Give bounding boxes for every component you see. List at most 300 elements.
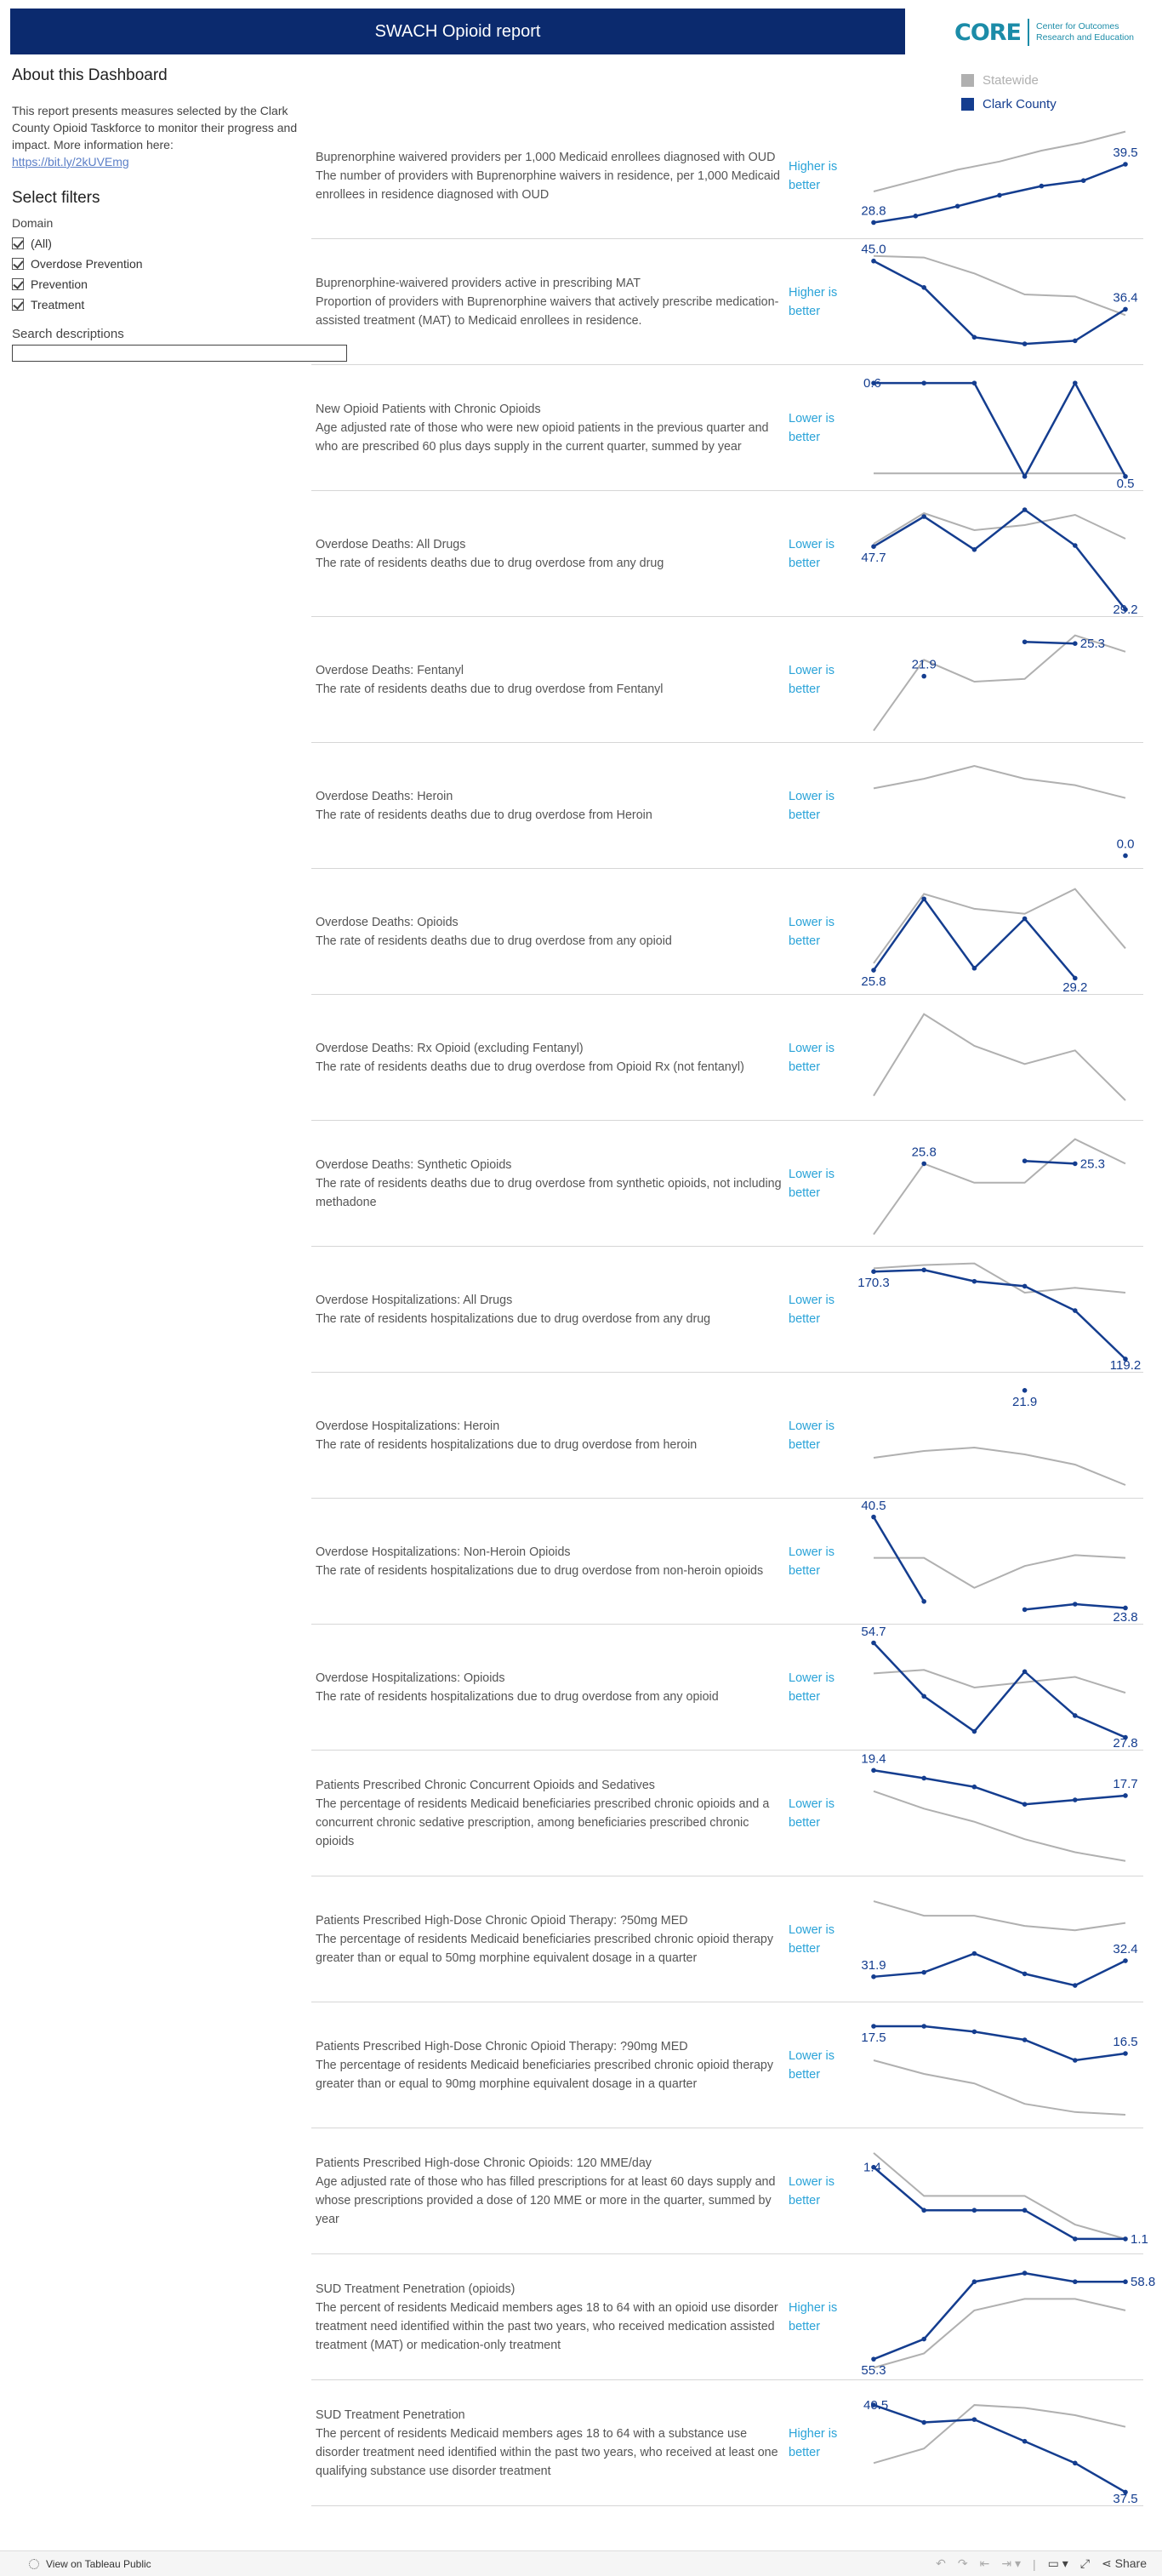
clark-county-point[interactable]	[1123, 2051, 1128, 2056]
clark-county-point[interactable]	[1022, 2208, 1028, 2213]
clark-county-point[interactable]	[1022, 2270, 1028, 2276]
measure-title: Patients Prescribed High-Dose Chronic Opioid Therapy: ?50mg MED	[316, 1913, 688, 1928]
measure-row	[311, 1121, 1143, 1247]
clark-county-point[interactable]	[871, 1974, 876, 1979]
data-label: 21.9	[1011, 1394, 1038, 1409]
data-label: 1.1	[1131, 2231, 1148, 2247]
trend-chart[interactable]	[857, 1247, 1143, 1373]
measure-row	[311, 2380, 1143, 2506]
measure-direction	[789, 1751, 857, 1876]
clark-county-point[interactable]	[1022, 639, 1028, 644]
measure-text	[316, 491, 783, 616]
search-label: Search descriptions	[12, 327, 124, 341]
clark-county-line	[874, 510, 1125, 609]
measure-text	[316, 2128, 783, 2253]
measure-description: The rate of residents hospitalizations due to drug overdose from heroin	[316, 1437, 698, 1452]
measure-direction	[789, 365, 857, 490]
clark-county-point[interactable]	[1040, 184, 1045, 189]
data-label: 23.8	[1113, 1610, 1138, 1625]
core-logo	[954, 15, 1150, 49]
measure-description: Age adjusted rate of those who were new opioid patients in the previous quarter and who are prescribed 60 plus days supply in the current quarter, summed by year	[316, 420, 769, 454]
trend-chart-svg	[862, 869, 1143, 995]
measure-description: The number of providers with Buprenorphine waivers in residence, per 1,000 Medicaid enrollees in residence diagnosed with OUD	[316, 168, 780, 202]
clark-county-point[interactable]	[921, 896, 926, 901]
checkbox-icon[interactable]	[12, 237, 24, 249]
trend-chart[interactable]	[862, 743, 1143, 869]
measure-row	[311, 2128, 1148, 2254]
measure-direction	[789, 743, 857, 868]
measure-description: The percent of residents Medicaid members ages 18 to 64 with an opioid use disorder treatment need identified within the past two years, who received medication assisted treatment (MAT) or medication-only treatment	[316, 2300, 778, 2352]
clark-county-point[interactable]	[921, 2337, 926, 2342]
data-label: 25.3	[1079, 637, 1106, 652]
measure-title: Overdose Hospitalizations: Non-Heroin Opioids	[316, 1545, 571, 1559]
clark-county-point[interactable]	[1022, 341, 1028, 346]
trend-chart[interactable]	[862, 365, 1143, 491]
clark-county-point[interactable]	[997, 193, 1002, 198]
trend-chart[interactable]	[862, 1876, 1143, 2002]
measure-text	[316, 365, 783, 490]
trend-chart[interactable]	[862, 2380, 1143, 2506]
filters-title: Select filters	[12, 189, 100, 207]
clark-county-point[interactable]	[921, 2420, 926, 2425]
clark-county-point[interactable]	[1123, 2236, 1128, 2242]
measure-row	[311, 1247, 1143, 1373]
clark-county-point[interactable]	[1073, 1983, 1078, 1988]
clark-county-point[interactable]	[972, 1951, 977, 1956]
clark-county-point[interactable]	[871, 544, 876, 549]
clark-county-point[interactable]	[1022, 1388, 1028, 1393]
measure-direction	[789, 995, 857, 1120]
statewide-line	[874, 1555, 1125, 1587]
measure-title: Patients Prescribed High-dose Chronic Opioids: 120 MME/day	[316, 2156, 652, 2170]
measure-title: Overdose Hospitalizations: Heroin	[316, 1419, 500, 1433]
trend-chart[interactable]	[861, 2254, 1156, 2380]
trend-chart-svg	[862, 995, 1143, 1121]
header-bar	[10, 9, 905, 54]
clark-county-point[interactable]	[921, 2024, 926, 2029]
clark-county-point[interactable]	[921, 1599, 926, 1604]
statewide-line	[874, 2405, 1125, 2463]
measure-direction	[789, 2128, 857, 2253]
logo-subtitle	[1036, 21, 1134, 43]
statewide-line	[874, 2060, 1125, 2115]
clark-county-point[interactable]	[1073, 1797, 1078, 1802]
trend-chart-svg	[862, 1499, 1143, 1625]
domain-option-treatment[interactable]	[12, 294, 305, 315]
measure-direction	[789, 1373, 857, 1498]
logo-sub-line-1: Center for Outcomes	[1036, 21, 1119, 31]
clark-county-line	[1025, 1161, 1075, 1163]
statewide-line	[874, 1264, 1125, 1293]
measure-description: The rate of residents deaths due to drug overdose from any opioid	[316, 934, 672, 948]
measure-description: The percent of residents Medicaid members ages 18 to 64 with a substance use disorder treatment need identified within the past two years, who received at least one qualifying substance use disorder treatment	[316, 2426, 778, 2478]
clark-county-point[interactable]	[1073, 1162, 1078, 1167]
trend-chart[interactable]	[862, 995, 1143, 1121]
measure-direction	[789, 1121, 857, 1246]
measure-text	[316, 113, 783, 238]
measure-text	[316, 1751, 783, 1876]
clark-county-line	[874, 1642, 1125, 1737]
data-label: 0.5	[1116, 477, 1135, 491]
measure-direction	[789, 1499, 857, 1624]
clark-county-point[interactable]	[1073, 2058, 1078, 2063]
trend-chart[interactable]	[862, 617, 1143, 743]
measure-description: The rate of residents deaths due to drug overdose from Fentanyl	[316, 682, 664, 696]
measure-row	[311, 617, 1143, 743]
data-label: 0.0	[1116, 837, 1135, 852]
trend-chart-svg	[857, 1247, 1143, 1373]
trend-chart-svg	[862, 617, 1143, 743]
data-label: 45.0	[861, 242, 886, 257]
data-label: 29.2	[1062, 980, 1088, 995]
clark-county-point[interactable]	[1022, 1802, 1028, 1807]
measure-title: Overdose Deaths: Rx Opioid (excluding Fentanyl)	[316, 1041, 584, 1055]
clark-county-point[interactable]	[972, 1729, 977, 1734]
direction-label: Lower is better	[789, 1545, 834, 1578]
clark-county-point[interactable]	[921, 380, 926, 386]
clark-county-point[interactable]	[1123, 162, 1128, 167]
measure-row	[311, 869, 1143, 995]
data-label: 25.8	[861, 974, 886, 990]
direction-label: Lower is better	[789, 2048, 834, 2082]
measure-text	[316, 2002, 783, 2128]
clark-county-point[interactable]	[972, 1279, 977, 1284]
clark-county-point[interactable]	[914, 214, 919, 219]
share-label: Share	[1114, 2556, 1147, 2570]
clark-county-point[interactable]	[1073, 543, 1078, 548]
legend-swatch-statewide	[961, 74, 974, 87]
domain-option-label: Overdose Prevention	[31, 257, 143, 271]
data-label: 32.4	[1113, 1942, 1138, 1957]
page-title: SWACH Opioid report	[374, 21, 541, 41]
measure-title: Overdose Hospitalizations: All Drugs	[316, 1293, 513, 1307]
clark-county-point[interactable]	[921, 2208, 926, 2213]
clark-county-point[interactable]	[871, 1515, 876, 1520]
more-info-link[interactable]: https://bit.ly/2kUVEmg	[12, 155, 129, 168]
measure-description: Proportion of providers with Buprenorphine waivers that actively prescribe medication-assisted treatment (MAT) to Medicaid enrollees in residence.	[316, 294, 779, 328]
clark-county-point[interactable]	[972, 547, 977, 552]
clark-county-point[interactable]	[1022, 1158, 1028, 1163]
measure-row	[311, 491, 1143, 617]
direction-label: Higher is better	[789, 2300, 838, 2333]
statewide-line	[874, 256, 1125, 315]
data-label: 25.8	[911, 1145, 937, 1160]
clark-county-point[interactable]	[1022, 2439, 1028, 2444]
measure-row	[311, 995, 1143, 1121]
clark-county-line	[874, 1770, 1125, 1804]
data-label: 25.3	[1079, 1157, 1106, 1172]
statewide-line	[874, 1670, 1125, 1693]
clark-county-point[interactable]	[1073, 1713, 1078, 1718]
measure-title: SUD Treatment Penetration (opioids)	[316, 2282, 515, 2296]
clark-county-point[interactable]	[1123, 1958, 1128, 1963]
measure-text	[316, 2254, 783, 2379]
search-input[interactable]	[12, 345, 347, 362]
clark-county-point[interactable]	[1022, 2037, 1028, 2042]
measure-direction	[789, 869, 857, 994]
sidebar	[12, 66, 305, 362]
logo-sub-line-2: Research and Education	[1036, 32, 1135, 43]
direction-label: Higher is better	[789, 2426, 838, 2459]
clark-county-point[interactable]	[1022, 1670, 1028, 1675]
measure-row	[311, 1876, 1143, 2002]
clark-county-point[interactable]	[972, 966, 977, 971]
clark-county-point[interactable]	[1022, 917, 1028, 922]
revert-icon[interactable]: ⇤	[979, 2556, 990, 2570]
redo-icon[interactable]: ↷	[957, 2556, 968, 2570]
legend-label-statewide: Statewide	[983, 72, 1039, 88]
clark-county-point[interactable]	[921, 1776, 926, 1781]
clark-county-point[interactable]	[921, 285, 926, 290]
clark-county-point[interactable]	[1022, 1972, 1028, 1977]
data-label: 27.8	[1113, 1736, 1138, 1751]
data-label: 28.8	[861, 203, 886, 219]
clark-county-point[interactable]	[921, 1694, 926, 1699]
direction-label: Lower is better	[789, 1041, 834, 1074]
data-label: 39.5	[1113, 146, 1138, 160]
trend-chart[interactable]	[862, 1373, 1143, 1499]
statewide-line	[874, 2153, 1125, 2239]
measure-row	[311, 1499, 1143, 1625]
measure-text	[316, 1499, 783, 1624]
trend-chart[interactable]	[862, 2128, 1148, 2254]
measure-description: The rate of residents hospitalizations due to drug overdose from any opioid	[316, 1689, 719, 1704]
measure-title: Overdose Deaths: Fentanyl	[316, 663, 464, 677]
trend-chart[interactable]	[862, 1499, 1143, 1625]
clark-county-point[interactable]	[972, 2030, 977, 2035]
clark-county-point[interactable]	[972, 380, 977, 386]
clark-county-point[interactable]	[955, 203, 960, 208]
measure-direction	[789, 2380, 857, 2505]
measure-direction	[789, 1625, 857, 1750]
measure-title: Overdose Deaths: Synthetic Opioids	[316, 1157, 512, 1172]
device-layout-icon[interactable]: ▭ ▾	[1047, 2556, 1068, 2570]
statewide-line	[874, 2299, 1125, 2368]
trend-chart[interactable]	[862, 869, 1143, 995]
measure-description: The rate of residents deaths due to drug overdose from Opioid Rx (not fentanyl)	[316, 1060, 744, 1074]
clark-county-point[interactable]	[871, 2356, 876, 2362]
clark-county-point[interactable]	[921, 1162, 926, 1167]
domain-option-overdose-prevention[interactable]	[12, 254, 305, 274]
clark-county-point[interactable]	[972, 2417, 977, 2422]
measure-text	[316, 1373, 783, 1498]
clark-county-point[interactable]	[1022, 1284, 1028, 1289]
data-label: 0.6	[863, 376, 881, 391]
legend-swatch-clark-county	[961, 98, 974, 111]
legend-item-statewide[interactable]	[961, 68, 1057, 92]
clark-county-line	[874, 2273, 1125, 2359]
trend-chart[interactable]	[862, 1121, 1143, 1247]
measure-description: The percentage of residents Medicaid beneficiaries prescribed chronic opioids and a concurrent chronic sedative prescription, among beneficiaries prescribed chronic opioids	[316, 1796, 770, 1848]
clark-county-point[interactable]	[921, 514, 926, 519]
measure-title: Overdose Deaths: Heroin	[316, 789, 453, 803]
measure-direction	[789, 491, 857, 616]
clark-county-point[interactable]	[871, 259, 876, 264]
clark-county-point[interactable]	[871, 220, 876, 226]
clark-county-point[interactable]	[921, 1267, 926, 1272]
clark-county-point[interactable]	[1073, 380, 1078, 386]
measure-title: Overdose Deaths: All Drugs	[316, 537, 466, 551]
fullscreen-icon[interactable]: ⤢	[1079, 2556, 1091, 2570]
measure-text	[316, 2380, 783, 2505]
data-label: 170.3	[857, 1276, 890, 1291]
trend-chart-svg	[862, 239, 1143, 365]
clark-county-point[interactable]	[1123, 854, 1128, 859]
data-label: 55.3	[861, 2363, 886, 2379]
clark-county-point[interactable]	[871, 968, 876, 973]
measure-direction	[789, 239, 857, 364]
measure-description: The rate of residents hospitalizations due to drug overdose from non-heroin opioids	[316, 1563, 764, 1578]
measure-text	[316, 617, 783, 742]
tableau-public-link[interactable]	[29, 2558, 151, 2570]
clark-county-point[interactable]	[921, 674, 926, 679]
direction-label: Higher is better	[789, 285, 838, 318]
measure-description: The percentage of residents Medicaid beneficiaries prescribed chronic opioid therapy greater than or equal to 90mg morphine equivalent dosage in a quarter	[316, 2058, 774, 2091]
footer-bar	[0, 2550, 1162, 2576]
trend-chart-svg	[862, 2128, 1148, 2254]
clark-county-point[interactable]	[1073, 2236, 1078, 2242]
clark-county-point[interactable]	[1073, 1308, 1078, 1313]
direction-label: Lower is better	[789, 1167, 834, 1200]
statewide-line	[874, 1014, 1125, 1100]
measure-description: The percentage of residents Medicaid beneficiaries prescribed chronic opioid therapy greater than or equal to 50mg morphine equivalent dosage in a quarter	[316, 1932, 774, 1965]
direction-label: Lower is better	[789, 789, 834, 822]
data-label: 31.9	[861, 1957, 886, 1973]
measure-text	[316, 239, 783, 364]
toolbar	[936, 2556, 1147, 2571]
measure-direction	[789, 2002, 857, 2128]
direction-label: Lower is better	[789, 1922, 834, 1956]
measure-description: The rate of residents deaths due to drug overdose from any drug	[316, 556, 664, 570]
statewide-line	[874, 132, 1125, 191]
about-paragraph: This report presents measures selected by the Clark County Opioid Taskforce to monitor their progress and impact. More information here:	[12, 104, 298, 151]
measure-row	[311, 1751, 1143, 1876]
clark-county-point[interactable]	[1022, 474, 1028, 479]
direction-label: Lower is better	[789, 1796, 834, 1830]
measure-direction	[789, 617, 857, 742]
clark-county-point[interactable]	[1073, 2279, 1078, 2284]
measure-row	[311, 743, 1143, 869]
measure-text	[316, 1121, 783, 1246]
clark-county-point[interactable]	[871, 1768, 876, 1773]
legend-item-clark-county[interactable]	[961, 92, 1057, 116]
measure-text	[316, 1876, 783, 2002]
clark-county-point[interactable]	[1073, 2461, 1078, 2466]
statewide-line	[874, 1901, 1125, 1930]
clark-county-point[interactable]	[1123, 1793, 1128, 1798]
data-label: 40.5	[863, 2398, 889, 2413]
domain-label: Domain	[12, 216, 54, 230]
direction-label: Lower is better	[789, 1671, 834, 1704]
clark-county-point[interactable]	[1022, 507, 1028, 512]
pause-icon[interactable]: ⇥ ▾	[1001, 2556, 1022, 2570]
trend-chart-svg	[862, 1876, 1143, 2002]
clark-county-point[interactable]	[972, 335, 977, 340]
trend-chart[interactable]	[862, 2002, 1143, 2128]
clark-county-line	[874, 383, 1125, 477]
domain-option-all[interactable]	[12, 233, 305, 254]
clark-county-point[interactable]	[1073, 1602, 1078, 1607]
measure-description: Age adjusted rate of those who has filled prescriptions for at least 60 days supply and whose prescriptions provided a dose of 120 MME or more in the quarter, summed by year	[316, 2174, 776, 2226]
data-label: 17.7	[1113, 1776, 1138, 1791]
clark-county-point[interactable]	[1073, 641, 1078, 646]
trend-chart[interactable]	[862, 491, 1143, 617]
measures-list	[311, 113, 1156, 2506]
legend	[961, 68, 1057, 116]
tableau-icon	[29, 2559, 39, 2569]
measure-description: The rate of residents deaths due to drug overdose from synthetic opioids, not including methadone	[316, 1176, 782, 1209]
measure-row	[311, 1373, 1143, 1499]
data-label: 36.4	[1113, 290, 1138, 306]
undo-icon[interactable]: ↶	[936, 2556, 946, 2570]
trend-chart-svg	[862, 113, 1143, 239]
domain-option-prevention[interactable]	[12, 274, 305, 294]
clark-county-point[interactable]	[1022, 1608, 1028, 1613]
trend-chart-svg	[862, 1373, 1143, 1499]
data-label: 17.5	[861, 2031, 886, 2045]
clark-county-point[interactable]	[972, 2279, 977, 2284]
clark-county-point[interactable]	[972, 1785, 977, 1790]
clark-county-point[interactable]	[921, 1970, 926, 1975]
measure-text	[316, 743, 783, 868]
share-button[interactable]: ⋖ Share	[1102, 2556, 1147, 2570]
trend-chart-svg	[862, 1121, 1143, 1247]
data-label: 21.9	[911, 657, 937, 672]
statewide-line	[874, 1448, 1125, 1485]
clark-county-point[interactable]	[1123, 307, 1128, 312]
trend-chart[interactable]	[862, 239, 1143, 365]
clark-county-point[interactable]	[1123, 2279, 1128, 2284]
clark-county-point[interactable]	[1073, 339, 1078, 344]
measure-text	[316, 995, 783, 1120]
checkbox-icon[interactable]	[12, 299, 24, 311]
measure-direction	[789, 1247, 857, 1372]
direction-label: Lower is better	[789, 915, 834, 948]
checkbox-icon[interactable]	[12, 258, 24, 270]
data-label: 19.4	[861, 1751, 886, 1767]
trend-chart[interactable]	[862, 1625, 1143, 1751]
direction-label: Lower is better	[789, 2174, 834, 2208]
clark-county-point[interactable]	[871, 1641, 876, 1646]
data-label: 58.8	[1131, 2275, 1156, 2290]
data-label: 40.5	[861, 1499, 886, 1513]
clark-county-point[interactable]	[972, 2208, 977, 2213]
checkbox-icon[interactable]	[12, 278, 24, 290]
data-label: 16.5	[1113, 2035, 1138, 2049]
tableau-link-label: View on Tableau Public	[46, 2558, 151, 2570]
domain-option-label: Prevention	[31, 277, 88, 291]
clark-county-point[interactable]	[1081, 178, 1086, 183]
clark-county-line	[874, 261, 1125, 344]
measure-direction	[789, 1876, 857, 2002]
data-label: 37.5	[1113, 2492, 1138, 2506]
clark-county-point[interactable]	[871, 2024, 876, 2029]
trend-chart[interactable]	[862, 113, 1143, 239]
direction-label: Lower is better	[789, 411, 834, 444]
trend-chart[interactable]	[862, 1751, 1143, 1876]
clark-county-line	[874, 1270, 1125, 1359]
trend-chart-svg	[862, 365, 1143, 491]
measure-title: Patients Prescribed Chronic Concurrent Opioids and Sedatives	[316, 1778, 655, 1792]
direction-label: Lower is better	[789, 663, 834, 696]
measure-direction	[789, 113, 857, 238]
clark-county-point[interactable]	[871, 1269, 876, 1274]
measure-title: Buprenorphine-waivered providers active in prescribing MAT	[316, 276, 641, 290]
data-label: 1.4	[863, 2160, 881, 2175]
measure-row	[311, 113, 1143, 239]
measure-title: New Opioid Patients with Chronic Opioids	[316, 402, 541, 416]
measure-title: Overdose Deaths: Opioids	[316, 915, 459, 929]
